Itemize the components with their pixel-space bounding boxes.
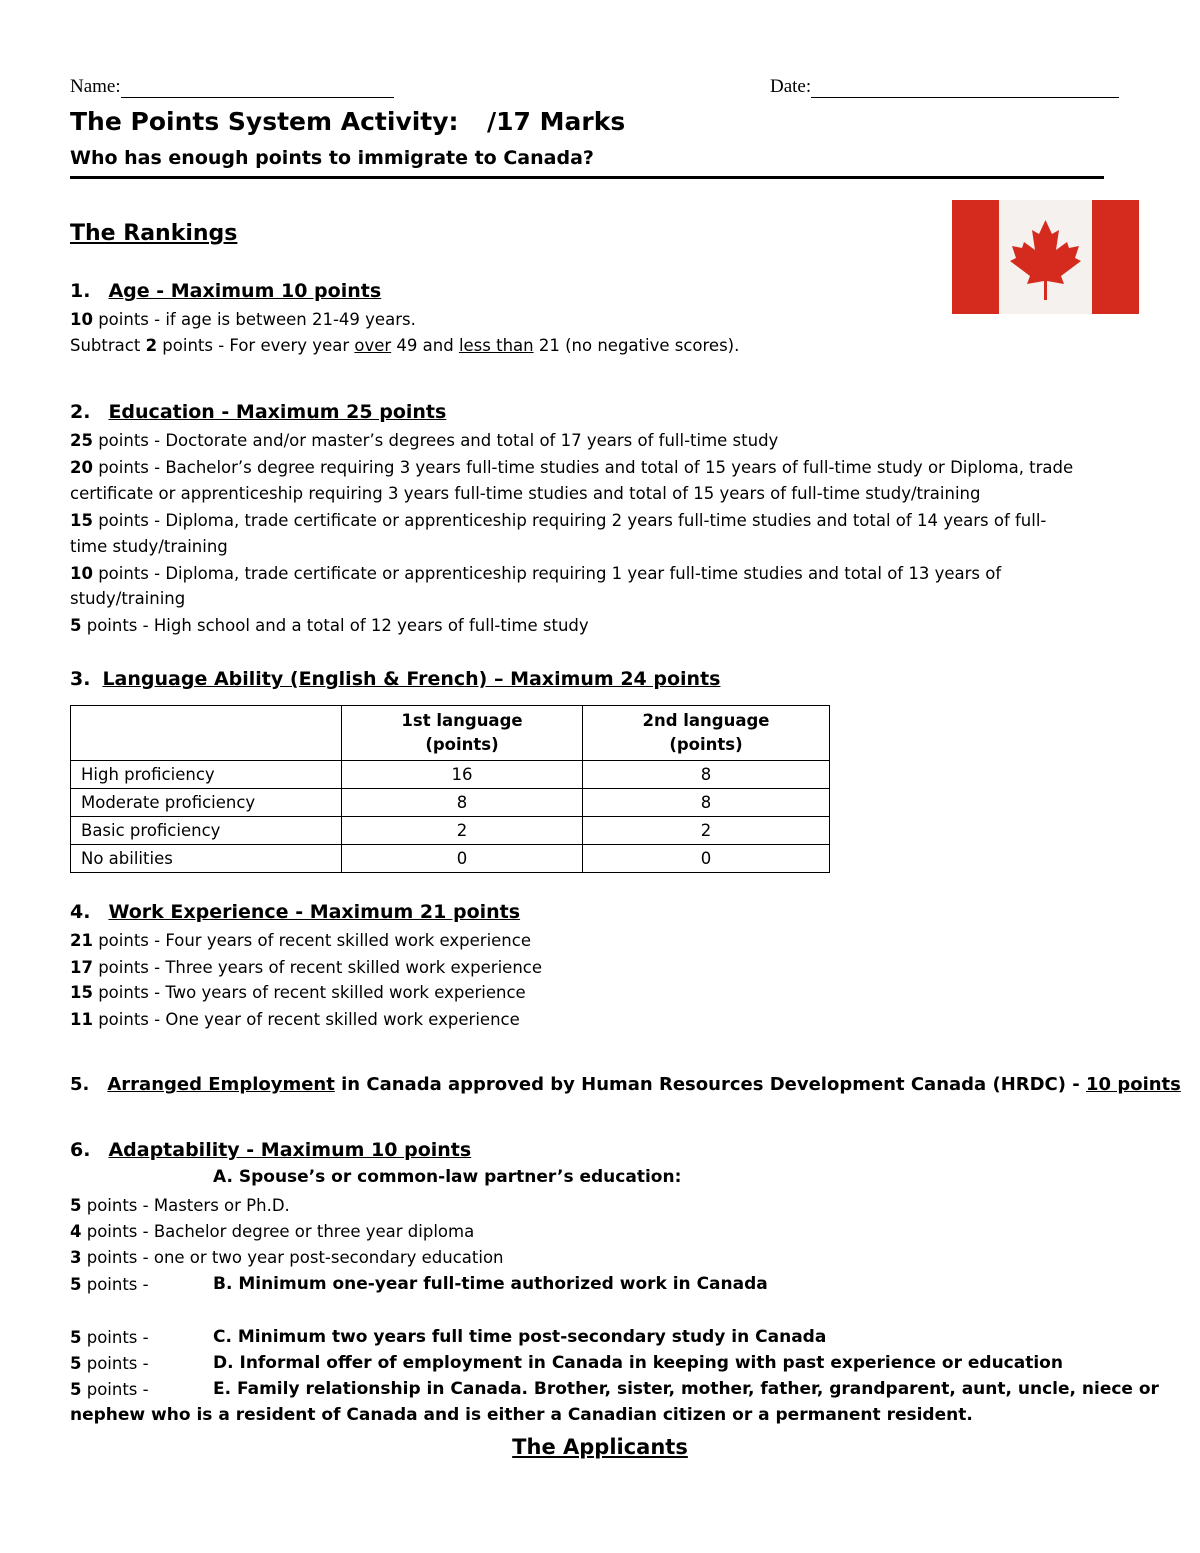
table-row: High proficiency 16 8 <box>71 761 830 789</box>
work-item: 15 points - Two years of recent skilled work experience <box>70 983 526 1002</box>
adaptability-c-item: 5 points - <box>70 1328 149 1347</box>
rankings-heading: The Rankings <box>70 221 238 246</box>
education-item-continued: time study/training <box>70 537 228 556</box>
age-section-heading <box>70 280 381 302</box>
adaptability-item: 5 points - Masters or Ph.D. <box>70 1196 290 1215</box>
adaptability-e-text: E. Family relationship in Canada. Brother, sister, mother, father, grandparent, aunt, uncle, niece or <box>213 1379 1159 1399</box>
table-header-row <box>71 706 830 761</box>
employment-points: 10 points <box>1086 1074 1181 1095</box>
education-item: 10 points - Diploma, trade certificate or apprenticeship requiring 1 year full-time studies and total of 13 years of <box>70 564 1002 583</box>
education-section-heading: 2. Education - Maximum 25 points <box>70 401 447 423</box>
adaptability-c-text: C. Minimum two years full time post-secondary study in Canada <box>213 1327 827 1347</box>
canada-flag-icon <box>952 200 1139 314</box>
education-item: 20 points - Bachelor’s degree requiring 3 years full-time studies and total of 15 years of full-time study or Diploma, trade <box>70 458 1074 477</box>
adaptability-d-item: 5 points - <box>70 1354 149 1373</box>
education-item-continued: certificate or apprenticeship requiring 3 years full-time studies and total of 15 years of full-time study/training <box>70 484 981 503</box>
work-item: 21 points - Four years of recent skilled work experience <box>70 931 531 950</box>
adaptability-e-item: 5 points - <box>70 1380 149 1399</box>
age-number: 1. <box>70 280 91 302</box>
education-item: 5 points - High school and a total of 12 years of full-time study <box>70 616 589 635</box>
work-heading-text: Work Experience - Maximum 21 points <box>108 901 521 923</box>
adaptability-section-heading: 6. Adaptability - Maximum 10 points <box>70 1139 472 1161</box>
education-item-continued: study/training <box>70 589 186 608</box>
adaptability-item: 3 points - one or two year post-secondary education <box>70 1248 504 1267</box>
adaptability-a-label: A. Spouse’s or common-law partner’s education: <box>213 1167 682 1187</box>
adaptability-b-item: 5 points - <box>70 1275 149 1294</box>
adaptability-b-text: B. Minimum one-year full-time authorized work in Canada <box>213 1274 768 1294</box>
employment-heading-text: Arranged Employment <box>107 1074 335 1095</box>
table-row: Moderate proficiency 8 8 <box>71 789 830 817</box>
table-header-first-language: 1st language (points) <box>342 706 583 761</box>
date-blank[interactable] <box>811 79 1119 98</box>
table-header-empty <box>71 706 342 761</box>
page-subtitle: Who has enough points to immigrate to Canada? <box>70 147 594 169</box>
adaptability-heading-text: Adaptability - Maximum 10 points <box>108 1139 472 1161</box>
marks-label: /17 Marks <box>487 107 626 136</box>
work-item: 11 points - One year of recent skilled work experience <box>70 1010 520 1029</box>
age-line-1: 10 points - if age is between 21-49 years. <box>70 310 416 329</box>
employment-section-heading: 5. Arranged Employment in Canada approved by Human Resources Development Canada (HRDC) - 10 points <box>70 1074 1181 1095</box>
table-row: Basic proficiency 2 2 <box>71 817 830 845</box>
language-section-heading: 3. Language Ability (English & French) – Maximum 24 points <box>70 668 721 690</box>
page-title: The Points System Activity: <box>70 107 459 136</box>
name-label: Name: <box>70 76 121 97</box>
language-heading-text: Language Ability (English & French) – Maximum 24 points <box>102 668 721 690</box>
adaptability-item: 4 points - Bachelor degree or three year diploma <box>70 1222 475 1241</box>
adaptability-d-text: D. Informal offer of employment in Canada in keeping with past experience or education <box>213 1353 1063 1373</box>
age-heading-text: Age - Maximum 10 points <box>108 280 382 302</box>
education-item: 15 points - Diploma, trade certificate or apprenticeship requiring 2 years full-time studies and total of 14 years of full- <box>70 511 1047 530</box>
work-item: 17 points - Three years of recent skilled work experience <box>70 958 543 977</box>
table-row: No abilities 0 0 <box>71 845 830 873</box>
date-label: Date: <box>770 76 812 97</box>
education-heading-text: Education - Maximum 25 points <box>108 401 447 423</box>
applicants-heading: The Applicants <box>512 1435 688 1459</box>
name-blank[interactable] <box>121 79 394 98</box>
age-line-2: Subtract 2 points - For every year over 49 and less than 21 (no negative scores). <box>70 336 740 355</box>
language-points-table <box>70 705 830 873</box>
header-divider <box>70 176 1104 179</box>
name-field <box>70 76 394 98</box>
work-section-heading: 4. Work Experience - Maximum 21 points <box>70 901 521 923</box>
table-header-second-language: 2nd language (points) <box>583 706 830 761</box>
date-field <box>770 76 1119 98</box>
adaptability-e-text-continued: nephew who is a resident of Canada and is either a Canadian citizen or a permanent resident. <box>70 1405 973 1425</box>
education-item: 25 points - Doctorate and/or master’s degrees and total of 17 years of full-time study <box>70 431 779 450</box>
